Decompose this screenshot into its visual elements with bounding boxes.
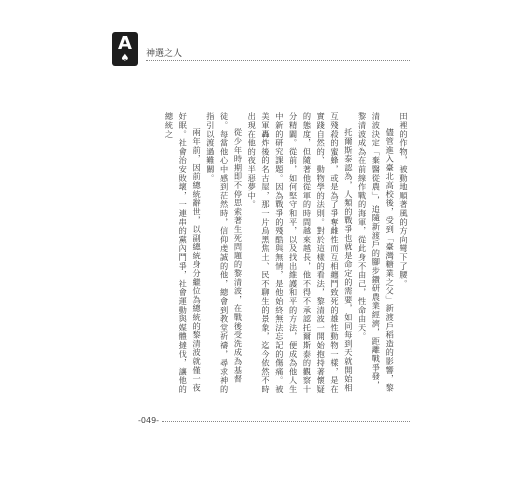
chapter-title: 神選之人 [146, 49, 183, 59]
paragraph-1: 田裡的作物，被動地順著風的方向彎下了腰。 [399, 112, 409, 288]
paragraph-5: 兩年前，因前總統辭世，以副總統身分繼位為總統的黎清波就僅一夜好眠。社會治安敗壞，一連串的黨內鬥爭，社會運動與媒體撻伐，讓他的總統之 [164, 112, 203, 394]
header-divider [146, 60, 410, 61]
spade-icon: ♠ [120, 53, 130, 64]
paragraph-2: 儘管進入臺北高校後，受到「臺灣糖業之父」新渡戶稻造的影響，黎清波決定「棄醫從農」，追隨新渡戶的腳步鑽研農業經濟，距離戰爭發，黎清波成為在前線作戰的海軍，從此身不由己，性命由天。 [357, 112, 396, 393]
paragraph-4: 從少年時期即不停思索著生死問題的黎清波，在戰後受洗成為基督徒。每當他心中感到茫然時，信仰虔誠的他，總會到教堂祈禱，尋求神的指引以渡過難關。 [205, 112, 244, 394]
footer-divider [162, 421, 410, 422]
chapter-badge [112, 32, 138, 66]
paragraph-3: 托爾斯泰認為，人類的戰爭也就是命定的需要，如同每到天就開始相互殘殺的蜜蜂，或是為了爭奪雌性而互相纏鬥致死的雄性動物一樣，是在實踐自然的、動物學的法則。對於這樣的看法，黎清波一開始抱持著懷疑的態度，但隨著他從軍的時間越來越長，他不得不承認托爾斯泰的觀察十分精闢。從前，如何堅守和平，以及找出維護和平的方法，便成為他人生中新的研究課題。因為戰爭的殘酷與無情，是他始終無法忘記的傷痛。被美軍轟炸後的名古屋，那一片烏黑焦土、民不聊生的景象，迄今依然不時出現在他的夜半惡夢中。 [247, 112, 354, 394]
badge-letter: A [118, 33, 132, 54]
body-text [138, 112, 410, 397]
page-number: -049- [138, 416, 160, 425]
